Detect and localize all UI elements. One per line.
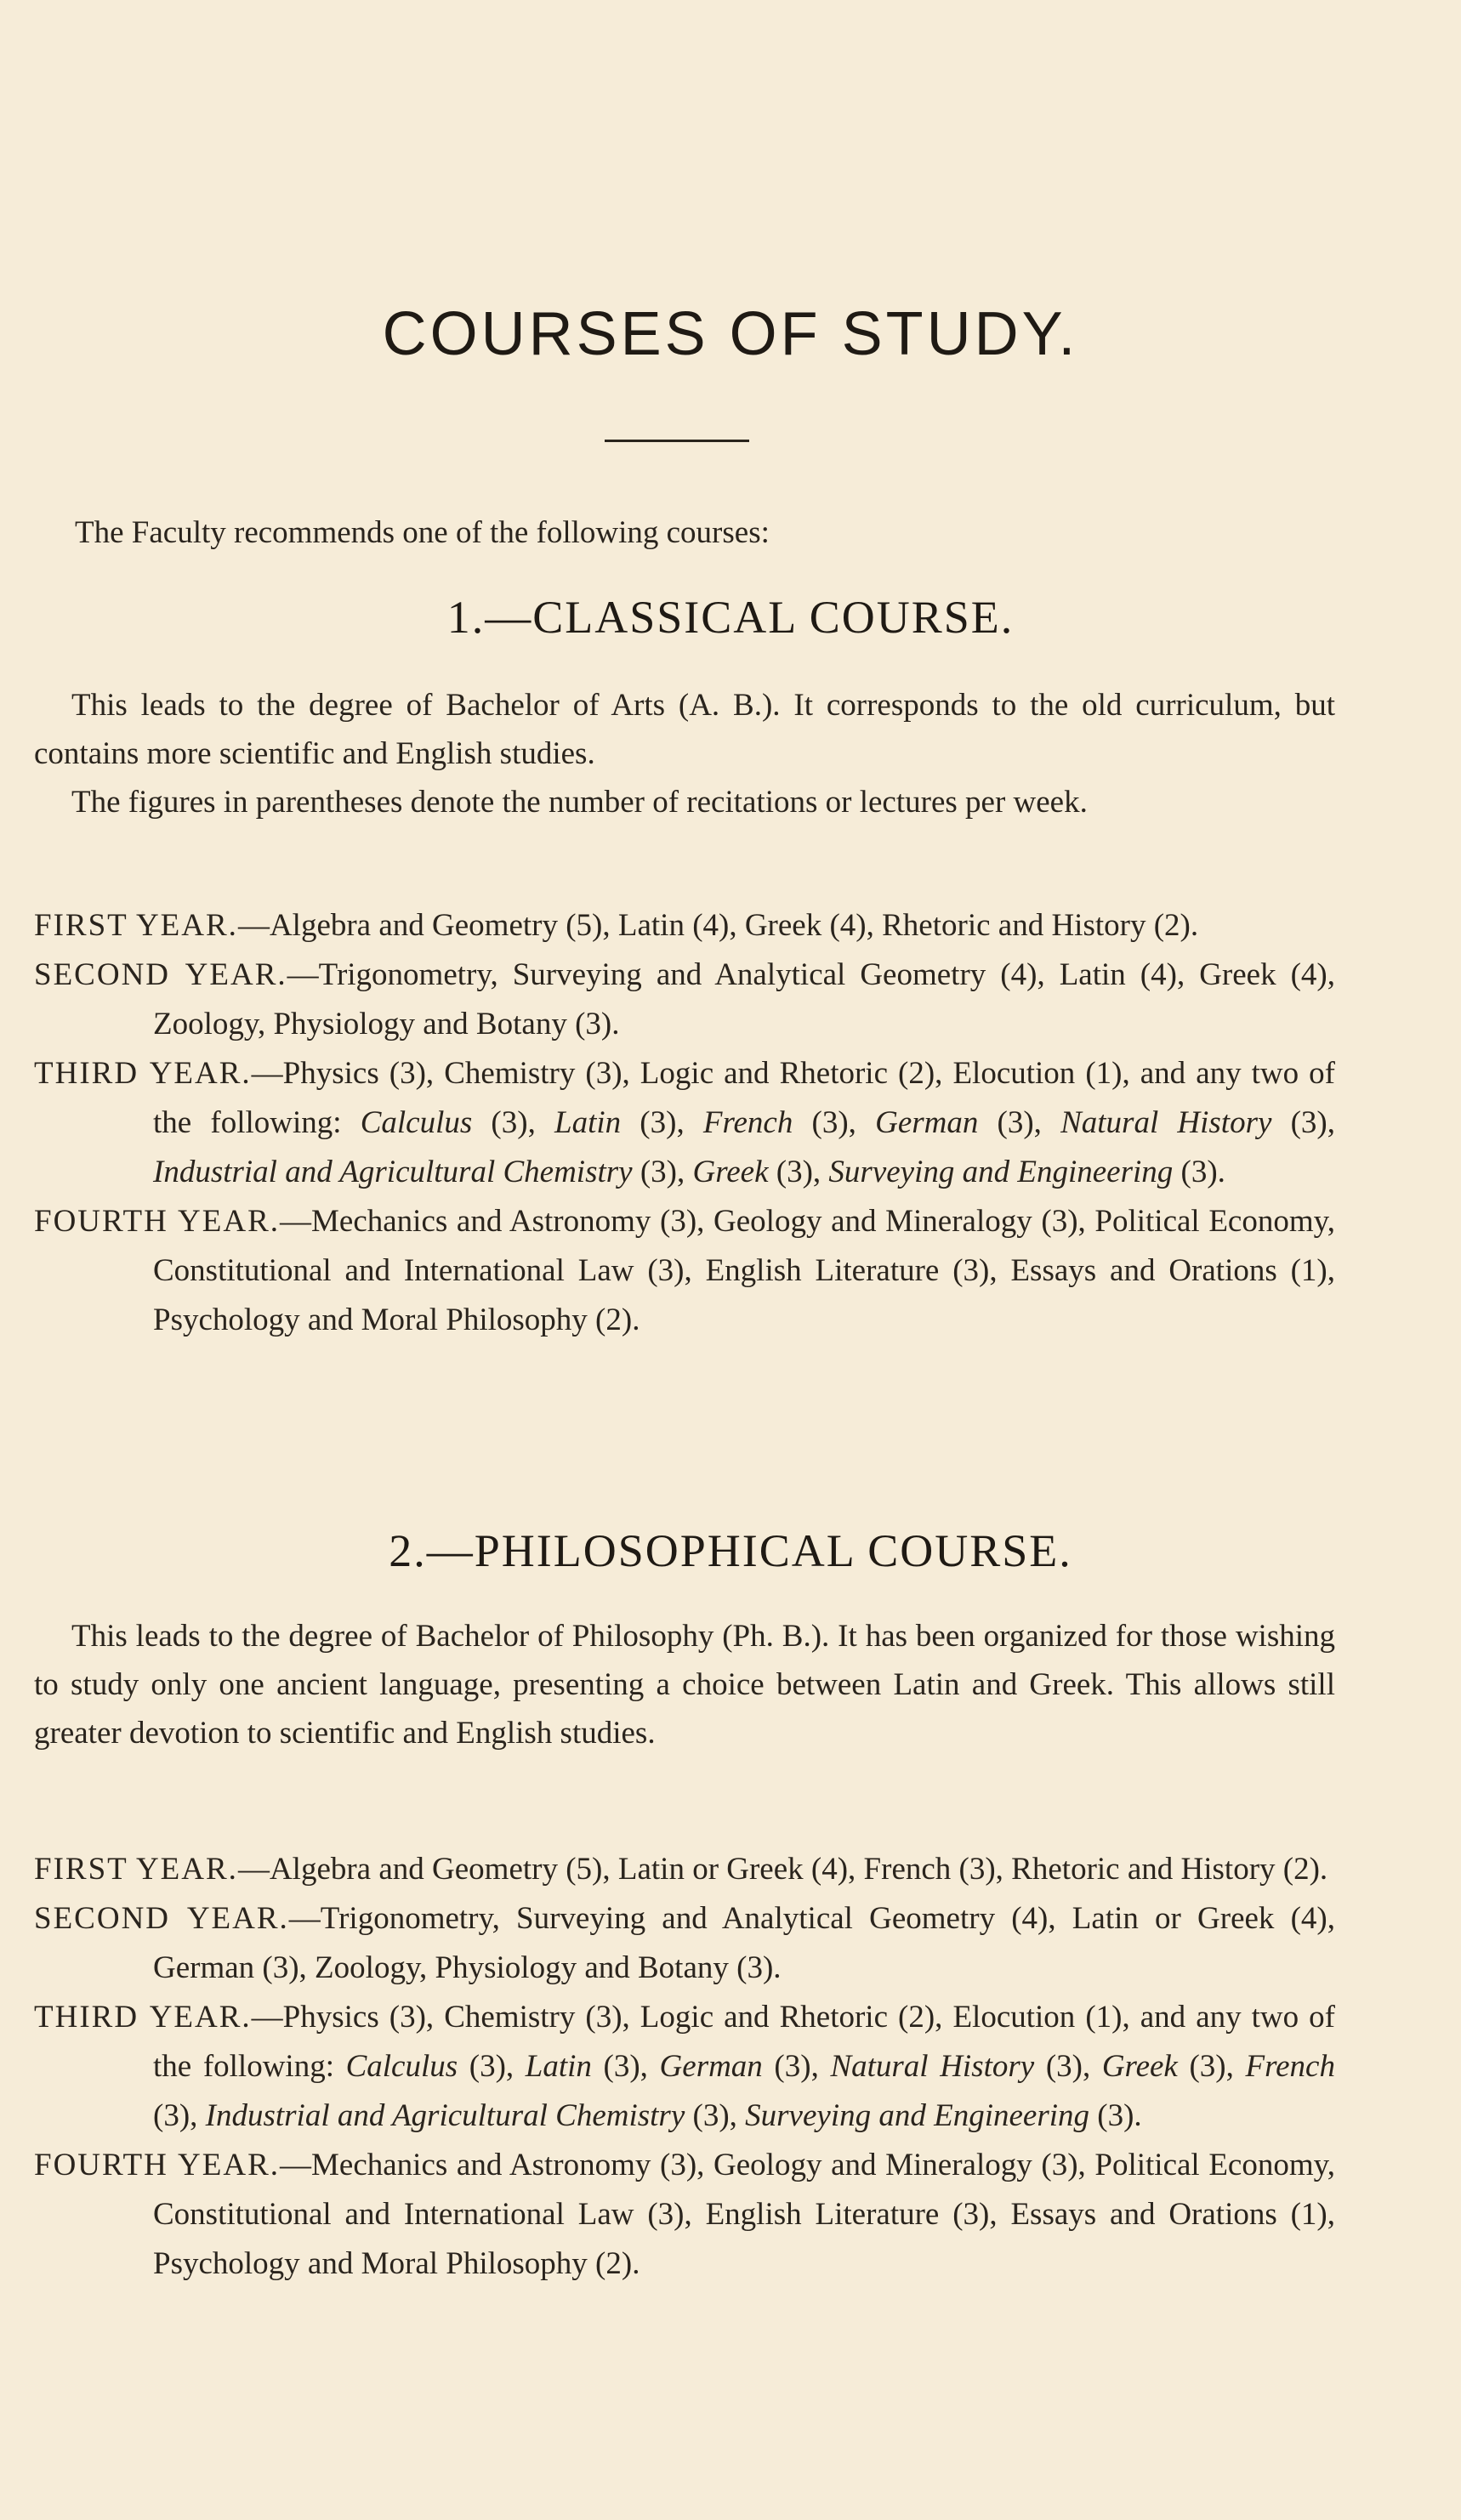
classical-course-description: This leads to the degree of Bachelor of Arts (A. B.). It corresponds to the old curriculum, but contains more scientific and English studies. bbox=[34, 688, 1335, 771]
year-label: FIRST YEAR. bbox=[34, 908, 238, 943]
elective: German bbox=[659, 2049, 763, 2084]
year-label: SECOND YEAR. bbox=[34, 1901, 289, 1936]
elective: French bbox=[1245, 2049, 1335, 2084]
year-label: THIRD YEAR. bbox=[34, 2000, 252, 2035]
classical-course-note: The figures in parentheses denote the number of recitations or lectures per week. bbox=[71, 785, 1088, 820]
year-subjects: —Algebra and Geometry (5), Latin (4), Greek (4), Rhetoric and History (2). bbox=[237, 908, 1199, 943]
title-rule bbox=[605, 440, 749, 442]
classical-first-year bbox=[34, 901, 1335, 951]
elective: Latin bbox=[525, 2049, 592, 2084]
elective: French bbox=[702, 1105, 793, 1140]
elective: Natural History bbox=[830, 2049, 1035, 2084]
year-subjects: —Trigonometry, Surveying and Analytical Geometry (4), Latin or Greek (4), German (3), Zoology, Physiology and Botany (3). bbox=[153, 1901, 1335, 1985]
year-label: THIRD YEAR. bbox=[34, 1056, 252, 1091]
classical-second-year bbox=[34, 951, 1335, 1049]
elective: Latin bbox=[554, 1105, 622, 1140]
elective: German bbox=[875, 1105, 979, 1140]
philosophical-fourth-year bbox=[34, 2141, 1335, 2289]
classical-third-year: THIRD YEAR.—Physics (3), Chemistry (3), Logic and Rhetoric (2), Elocution (1), and any two of the following: Calculus (3), Latin (3), French (3), German (3), Natural History (3), Industrial and Agricultural Chemistry (3), Greek (3), Surveying and Engineering (3). bbox=[34, 1056, 1336, 1189]
elective: Industrial and Agricultural Chemistry bbox=[205, 2098, 685, 2133]
elective: Industrial and Agricultural Chemistry bbox=[153, 1155, 633, 1189]
year-subjects: —Algebra and Geometry (5), Latin or Greek (4), French (3), Rhetoric and History (2). bbox=[237, 1852, 1328, 1887]
elective: Natural History bbox=[1060, 1105, 1272, 1140]
year-subjects: —Trigonometry, Surveying and Analytical Geometry (4), Latin (4), Greek (4), Zoology, Physiology and Botany (3). bbox=[153, 957, 1336, 1041]
philosophical-first-year bbox=[34, 1845, 1335, 1894]
elective: Greek bbox=[1101, 2049, 1178, 2084]
page-title: COURSES OF STUDY. bbox=[382, 300, 1079, 368]
elective: Surveying and Engineering bbox=[828, 1155, 1174, 1189]
philosophical-course-heading: 2.—PHILOSOPHICAL COURSE. bbox=[389, 1525, 1072, 1576]
philosophical-course-description: This leads to the degree of Bachelor of Philosophy (Ph. B.). It has been organized for those wishing to study only one ancient language, presenting a choice between Latin and Greek. This allows still greater devotion to scientific and English studies. bbox=[34, 1619, 1335, 1751]
year-subjects: —Mechanics and Astronomy (3), Geology and Mineralogy (3), Political Economy, Constitutional and International Law (3), English Literature (3), Essays and Orations (1), Psychology and Moral Philosophy (2). bbox=[153, 2148, 1335, 2281]
year-subjects: —Physics (3), Chemistry (3), Logic and Rhetoric (2), Elocution (1), and any two of the following: bbox=[153, 1056, 1336, 1140]
year-label: SECOND YEAR. bbox=[34, 957, 287, 992]
year-subjects: —Physics (3), Chemistry (3), Logic and Rhetoric (2), Elocution (1), and any two of the following: bbox=[153, 2000, 1336, 2084]
elective: Surveying and Engineering bbox=[745, 2098, 1090, 2133]
year-subjects: —Mechanics and Astronomy (3), Geology and Mineralogy (3), Political Economy, Constitutional and International Law (3), English Literature (3), Essays and Orations (1), Psychology and Moral Philosophy (2). bbox=[153, 1204, 1335, 1337]
philosophical-course-years bbox=[34, 1845, 1335, 2289]
classical-course-heading: 1.—CLASSICAL COURSE. bbox=[446, 592, 1015, 643]
elective: Calculus bbox=[345, 2049, 458, 2084]
classical-fourth-year bbox=[34, 1197, 1335, 1345]
philosophical-second-year bbox=[34, 1894, 1335, 1993]
year-label: FIRST YEAR. bbox=[34, 1852, 238, 1887]
year-label: FOURTH YEAR. bbox=[34, 2148, 281, 2182]
year-label: FOURTH YEAR. bbox=[34, 1204, 281, 1239]
elective: Greek bbox=[692, 1155, 769, 1189]
philosophical-third-year: THIRD YEAR.—Physics (3), Chemistry (3), Logic and Rhetoric (2), Elocution (1), and any two of the following: Calculus (3), Latin (3), German (3), Natural History (3), Greek (3), French (3), Industrial and Agricultural Chemistry (3), Surveying and Engineering (3). bbox=[34, 2000, 1336, 2133]
elective: Calculus bbox=[360, 1105, 473, 1140]
classical-course-years bbox=[34, 901, 1335, 1345]
intro-text: The Faculty recommends one of the following courses: bbox=[75, 515, 770, 550]
